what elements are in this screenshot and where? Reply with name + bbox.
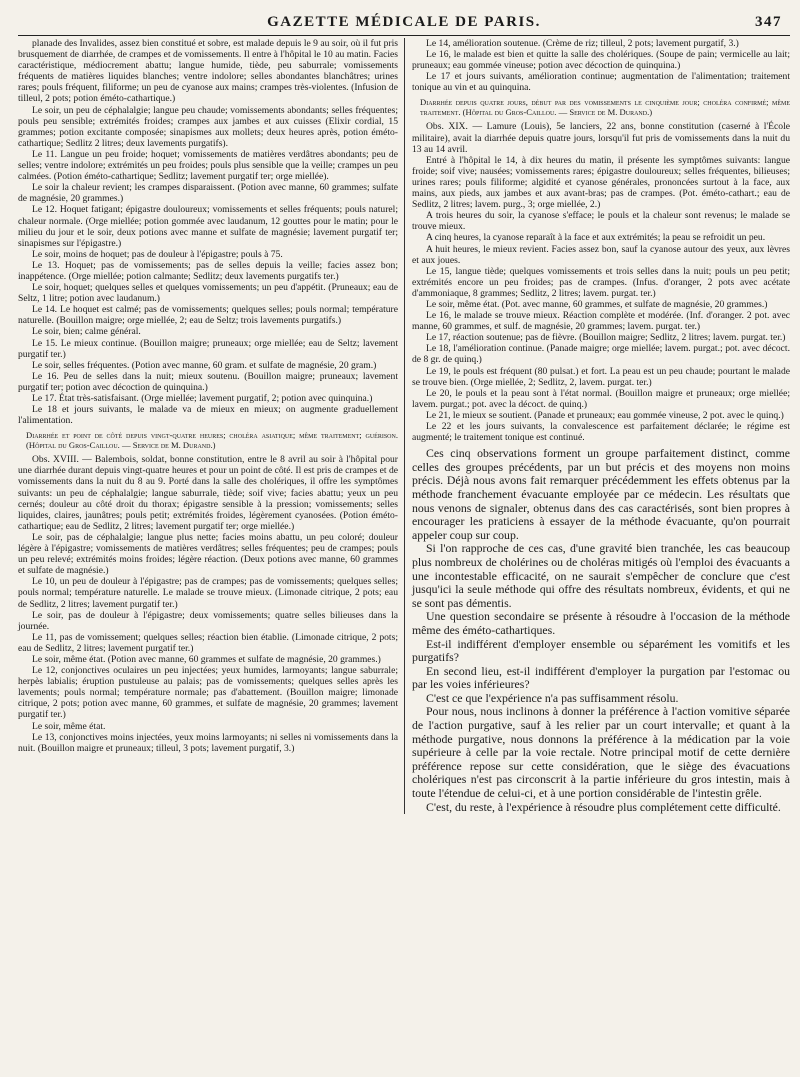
commentary-block [412, 447, 790, 814]
paragraph: Entré à l'hôpital le 14, à dix heures du matin, il présente les symptômes suivants: langue froide; soif vive; nausées; vomissements rares; épigastre douloureux; selles fréquentes, bilieuses; urines rares; pouls filiforme; algidité et cyanose générales, prononcées surtout à la face, aux mains, aux pieds, aux jambes et aux avant-bras; pas de crampes. (Pot. éméto-cathart.; eau de Sedlitz, 2 litres; lavem. purg., 3; orge miellée, 2.) [412, 154, 790, 211]
paragraph: Le 17 et jours suivants, amélioration continue; augmentation de l'alimentation; traitement tonique au vin et au quinquina. [412, 71, 790, 94]
paragraph: Le 18 et jours suivants, le malade va de mieux en mieux; on augmente graduellement l'alimentation. [18, 404, 398, 427]
observation-caption: Diarrhée et point de côté depuis vingt-quatre heures; choléra asiatique; même traitement; guérison. (Hôpital du Gros-Caillou. — Service de M. Durand.) [26, 430, 398, 451]
paragraph: Pour nous, nous inclinons à donner la préférence à l'action vomitive séparée de l'action purgative, sauf à les relier par un court intervalle; et quant à la méthode purgative, nous donnons la préférence à la médication par la voie supérieure à celle par la voie rectale. Notre principal motif de cette dernière préférence repose sur cette considération, que le siège des évacuations cholériques n'est pas circonscrit à la partie inférieure du gros intestin, mais à toute l'étendue de celui-ci, et à une portion considérable de l'intestin grêle. [412, 704, 790, 801]
paragraph: A huit heures, le mieux revient. Facies assez bon, sauf la cyanose autour des yeux, aux lèvres et aux joues. [412, 243, 790, 266]
paragraph: Une question secondaire se présente à résoudre à l'occasion de la méthode même des éméto-cathartiques. [412, 609, 790, 637]
paragraph: Le soir, pas de céphalalgie; langue plus nette; facies moins abattu, un peu coloré; douleur légère à l'épigastre; vomissements de matières verdâtres; selles fréquentes; peu de crampes; pouls un peu relevé; extrémités moins froides; légère réaction. (Deux potions avec manne, 60 grammes et sulfate de magnésie.) [18, 531, 398, 577]
paragraph: A trois heures du soir, la cyanose s'efface; le pouls et la chaleur sont revenus; le malade se trouve mieux. [412, 210, 790, 233]
paragraph: Le 18, l'amélioration continue. (Panade maigre; orge miellée; lavem. purgat.; pot. avec décoct. de 8 gr. de quinq.) [412, 343, 790, 366]
paragraph: Le 12. Hoquet fatigant; épigastre douloureux; vomissements et selles fréquents; pouls naturel; chaleur normale. (Orge miellée; potion gommée avec laudanum, 12 gouttes pour le matin; pour le milieu du jour et le soir, deux potions avec manne et sulfate de magnésie; lavement purgatif ter; sinapismes sur l'épigastre.) [18, 204, 398, 249]
paragraph: Le 14, amélioration soutenue. (Crème de riz; tilleul, 2 pots; lavement purgatif, 3.) [426, 38, 739, 49]
paragraph: Le 16. Peu de selles dans la nuit; mieux soutenu. (Bouillon maigre; pruneaux; lavement purgatif ter; potion avec décoction de quinquina.) [18, 370, 398, 393]
page-number: 347 [755, 14, 782, 30]
paragraph: Le 15, langue tiède; quelques vomissements et trois selles dans la nuit; pouls un peu petit; extrémités encore un peu froides; pas de crampes. (Infus. d'oranger, 2 pots avec acétate d'ammoniaque, 8 grammes; Sedlitz, 2 litres; lavem. purgat. ter.) [412, 265, 790, 299]
paragraph: Le 10, un peu de douleur à l'épigastre; pas de crampes; pas de vomissements; quelques selles; pouls normal; température naturelle. Le malade se trouve mieux. (Limonade citrique, 2 pots; eau de Sedlitz, 2 litres; lavement purgatif ter.) [18, 576, 398, 610]
paragraph: Le soir, même état. [32, 720, 106, 732]
paragraph: Le soir, pas de douleur à l'épigastre; deux vomissements; quatre selles bilieuses dans la journée. [18, 609, 398, 632]
paragraph: Le soir, bien; calme général. [32, 326, 141, 338]
left-column [18, 38, 404, 814]
paragraph: Le 14. Le hoquet est calmé; pas de vomissements; quelques selles; pouls normal; température naturelle. (Bouillon maigre; orge miellée, 2; eau de Seltz; trois lavements purgatifs.) [18, 304, 398, 327]
paragraph: Le 11, pas de vomissement; quelques selles; réaction bien établie. (Limonade citrique, 2 pots; eau de Sedlitz, 2 litres; lavement purgatif ter.) [18, 631, 398, 654]
paragraph: Le 17. État très-satisfaisant. (Orge miellée; lavement purgatif, 2; potion avec quinquina.) [32, 393, 373, 404]
paragraph: Est-il indifférent d'employer ensemble ou séparément les vomitifs et les purgatifs? [412, 636, 790, 665]
paragraph: Le 21, le mieux se soutient. (Panade et pruneaux; eau gommée vineuse, 2 pot. avec le quinq.) [426, 409, 784, 421]
paragraph: Le 17, réaction soutenue; pas de fièvre. (Bouillon maigre; Sedlitz, 2 litres; lavem. purgat. ter.) [426, 332, 786, 344]
paragraph: Le 13, conjonctives moins injectées, yeux moins larmoyants; ni selles ni vomissements dans la nuit. (Bouillon maigre et pruneaux; tilleul, 3 pots; lavement purgatif, 3.) [18, 731, 398, 754]
paragraph: Le 16, le malade se trouve mieux. Réaction complète et modérée. (Inf. d'oranger. 2 pot. avec manne, 60 grammes, et sulf. de magnésie, 20 grammes; lavem. purgat. ter.) [412, 310, 790, 333]
page-header [18, 14, 790, 34]
observation-caption: Diarrhée depuis quatre jours, début par des vomissements le cinquième jour; choléra confirmé; même traitement. (Hôpital du Gros-Caillou. — Service de M. Durand.) [420, 97, 790, 118]
paragraph: Le 13. Hoquet; pas de vomissements; pas de selles depuis la veille; facies assez bon; inappétence. (Orge miellée; potion calmante; Sedlitz; deux lavements purgatifs ter.) [18, 259, 398, 282]
paragraph: Ces cinq observations forment un groupe parfaitement distinct, comme celles des groupes précédents, par un but précis et des moyens non moins précis. Déjà nous avons fait remarquer précédemment les effets obtenus par la méthode franchement évacuante employée par ce médecin. Les résultats que nous venons de signaler, obtenus dans des cas caractérisés, sont bien propres à encourager les praticiens à essayer de la méthode évacuante, qu'on pourrait appeler coup sur coup. [412, 446, 790, 542]
paragraph: Le 20, le pouls et la peau sont à l'état normal. (Bouillon maigre et pruneaux; orge miellée; lavem. purgat.; pot. avec la décoct. de quinq.) [412, 387, 790, 410]
header-rule [18, 35, 790, 36]
paragraph: Le soir, hoquet; quelques selles et quelques vomissements; un peu d'appétit. (Pruneaux; eau de Seltz, 1 litre; potion avec laudanum.) [18, 282, 398, 305]
paragraph: Le soir, selles fréquentes. (Potion avec manne, 60 gram. et sulfate de magnésie, 20 gram.) [32, 359, 377, 371]
paragraph: planade des Invalides, assez bien constitué et sobre, est malade depuis le 9 au soir, où il fut pris brusquement de diarrhée, de crampes et de vomissements. Il entre à l'hôpital le 10 au matin. Facies caractéristique, médiocrement abattu; langue humide, tiède, peu saburrale; vomissements fréquents de matières liquides blanches; ventre indolore; selles abondantes blanchâtres; urines rares; pouls fréquent, filiforme; un peu de cyanose aux mains; crampes très-violentes. (Infusion de tilleul, 2 pots; potion éméto-cathartique.) [18, 38, 398, 105]
paragraph: Obs. XVIII. — Balembois, soldat, bonne constitution, entre le 8 avril au soir à l'hôpital pour une diarrhée durant depuis vingt-quatre heures et pour un point de côté. Il est pris de crampes et de vomissements dans la nuit du 8 au 9. Porté dans la salle des cholériques, il offre les symptômes suivants: un peu de céphalalgie; langue saburrale, tiède; soif vive; facies abattu; yeux un peu cernés; douleur au côté droit du thorax; épigastre sensible à la pression; vomissements; selles liquides, claires, jaunâtres; pouls petit; extrémités froides, légèrement cyanosées. (Potion éméto-cathartique; eau de Sedlitz, 2 litres; lavement purgatif ter; orge miellée.) [18, 454, 398, 532]
paragraph: Le soir, un peu de céphalalgie; langue peu chaude; vomissements abondants; selles fréquentes; pouls peu sensible; extrémités froides; crampes aux jambes et aux cuisses (Elixir cordial, 15 grammes; potion excitante composée; sinapismes aux mollets; deux heures après, potion éméto-cathartique; Sedlitz 2 litres; deux lavements purgatifs). [18, 104, 398, 149]
paragraph: Le soir la chaleur revient; les crampes disparaissent. (Potion avec manne, 60 grammes; sulfate de magnésie, 20 grammes.) [18, 182, 398, 205]
paragraph: Le soir, moins de hoquet; pas de douleur à l'épigastre; pouls à 75. [32, 248, 283, 260]
paragraph: C'est ce que l'expérience n'a pas suffisamment résolu. [426, 690, 679, 705]
paragraph: Le 16, le malade est bien et quitte la salle des cholériques. (Soupe de pain; vermicelle au lait; pruneaux; eau gommée vineuse; potion avec décoction de quinquina.) [412, 49, 790, 72]
paragraph: Le 19, le pouls est fréquent (80 pulsat.) et fort. La peau est un peu chaude; pourtant le malade se trouve bien. (Orge miellée, 2; Sedlitz, 2, lavem. purgat. ter.) [412, 365, 790, 388]
paragraph: Le 12, conjonctives oculaires un peu injectées; yeux humides, larmoyants; langue saburrale; herpès labialis; éruption pustuleuse au palais; pas de vomissements; quelques selles après les lavements; pouls normal; température normale; pas d'abattement. (Bouillon maigre; limonade citrique, 2 pots; potion avec manne, 60 grammes, et sulfate de magnésie, 20 grammes; lavement purgatif ter.) [18, 665, 398, 721]
paragraph: En second lieu, est-il indifférent d'employer la purgation par l'estomac ou par les voies inférieures? [412, 663, 790, 692]
right-column [404, 38, 790, 814]
paragraph: C'est, du reste, à l'expérience à résoudre plus complétement cette difficulté. [426, 799, 781, 814]
paragraph: Le soir, même état. (Potion avec manne, 60 grammes et sulfate de magnésie, 20 grammes.) [32, 653, 381, 665]
paragraph: Le 22 et les jours suivants, la convalescence est parfaitement déclarée; le régime est augmenté; le traitement tonique est continué. [412, 421, 790, 444]
paragraph: Le 11. Langue un peu froide; hoquet; vomissements de matières verdâtres abondants; peu de selles; ventre indolore; extrémités un peu froides; pouls plus sensible que la veille; crampes un peu calmées. (Potion éméto-cathartique; Sedlitz; lavement purgatif ter; orge miellée). [18, 148, 398, 183]
journal-title: GAZETTE MÉDICALE DE PARIS. [267, 14, 541, 30]
paragraph: Obs. XIX. — Lamure (Louis), 5e lanciers, 22 ans, bonne constitution (caserné à l'École militaire), avait la diarrhée depuis quatre jours, lorsqu'il fut pris de vomissements dans la nuit du 13 au 14 avril. [412, 121, 790, 155]
two-column-body [18, 38, 790, 814]
paragraph: Si l'on rapproche de ces cas, d'une gravité bien tranchée, les cas beaucoup plus nombreux de cholérines ou de choléras mitigés où l'emploi des évacuants a une incontestable efficacité, on ne saurait s'empêcher de conclure que c'est jusqu'ici la seule méthode qui offre des résultats nombreux, évidents, et qui ne se sont pas démentis. [412, 541, 790, 610]
paragraph: A cinq heures, la cyanose reparaît à la face et aux extrémités; la peau se refroidit un peu. [426, 232, 766, 244]
paragraph: Le 15. Le mieux continue. (Bouillon maigre; pruneaux; orge miellée; eau de Seltz; lavement purgatif ter.) [18, 337, 398, 360]
paragraph: Le soir, même état. (Pot. avec manne, 60 grammes, et sulfate de magnésie, 20 grammes.) [426, 298, 768, 310]
